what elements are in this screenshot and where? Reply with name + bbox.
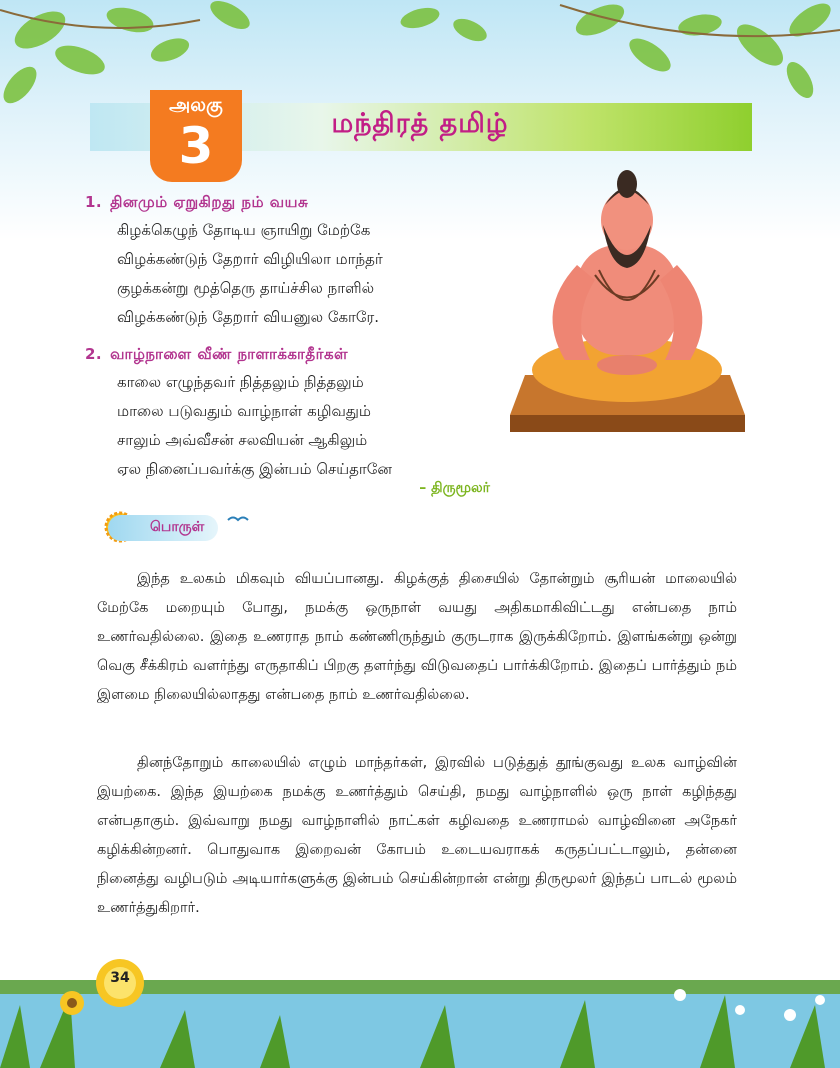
poem-1-number: 1. [85, 193, 103, 211]
poem-2-title [85, 340, 392, 368]
poem-author: – திருமூலர் [419, 480, 490, 496]
poem-2 [85, 340, 392, 484]
poem-2-title-text: வாழ்நாளை வீண் நாளாக்காதீர்கள் [110, 345, 349, 363]
poem-2-number: 2. [85, 345, 103, 363]
meaning-label: பொருள் [150, 519, 205, 535]
poem-line: காலை எழுந்தவர் நித்தலும் நித்தலும் [117, 373, 364, 391]
unit-label: அலகு [169, 94, 223, 116]
meaning-paragraph-2: தினந்தோறும் காலையில் எழும் மாந்தர்கள், இரவில் படுத்துத் தூங்குவது உலக வாழ்வின் இயற்கை. இந்த இயற்கை நமக்கு உணர்த்தும் செய்தி, நமது வாழ்நாளில் ஒரு நாள் கழிந்தது என்பதாகும். இவ்வாறு நமது வாழ்நாளில் நாட்கள் கழிவதை உணராமல் வாழ்வினை அநேகர் கழிக்கின்றனர். பொதுவாக இறைவன் கோபம் உடையவராகக் கருதப்பட்டாலும், தன்னை நினைத்து வழிபடும் அடியார்களுக்கு இன்பம் செய்கின்றான் என்று திருமூலர் இந்தப் பாடல் மூலம் உணர்த்துகிறார். [97, 755, 737, 916]
poem-1-title-text: தினமும் ஏறுகிறது நம் வயசு [110, 193, 309, 211]
poem-1-title [85, 188, 383, 216]
poem-line: குழக்கன்று மூத்தெரு தாய்ச்சில நாளில் [117, 279, 375, 297]
poem-1 [85, 188, 383, 332]
unit-number: 3 [178, 117, 214, 175]
meaning-paragraph-1: இந்த உலகம் மிகவும் வியப்பானது. கிழக்குத் திசையில் தோன்றும் சூரியன் மாலையில் மேற்கே மறையும் போது, நமக்கு ஒருநாள் வயது அதிகமாகிவிட்டது என்பதை நாம் உணர்வதில்லை. இதை உணராத நாம் கண்ணிருந்தும் குருடராக இருக்கிறோம். இளங்கன்று ஒன்று வெகு சீக்கிரம் வளர்ந்து எருதாகிப் பிறகு தளர்ந்து விடுவதைப் பார்க்கிறோம். இதைப் பார்த்தும் நம் இளமை நிலையில்லாதது என்பதை நாம் உணர்வதில்லை. [97, 571, 737, 703]
poem-line: விழக்கண்டுந் தேறார் வியனுல கோரே. [117, 308, 380, 326]
poem-line: ஏல நினைப்பவர்க்கு இன்பம் செய்தானே [117, 460, 392, 478]
page-number: 34 [110, 970, 130, 986]
chapter-title: மந்திரத் தமிழ் [331, 108, 509, 139]
poem-line: கிழக்கெழுந் தோடிய ஞாயிறு மேற்கே [117, 221, 371, 239]
poem-line: மாலை படுவதும் வாழ்நாள் கழிவதும் [117, 402, 371, 420]
meditating-sage-illustration [495, 170, 760, 440]
poem-line: விழக்கண்டுந் தேறார் விழியிலா மாந்தர் [117, 250, 383, 268]
poem-line: சாலும் அவ்வீசன் சலவியன் ஆகிலும் [117, 431, 368, 449]
unit-badge [150, 90, 242, 182]
